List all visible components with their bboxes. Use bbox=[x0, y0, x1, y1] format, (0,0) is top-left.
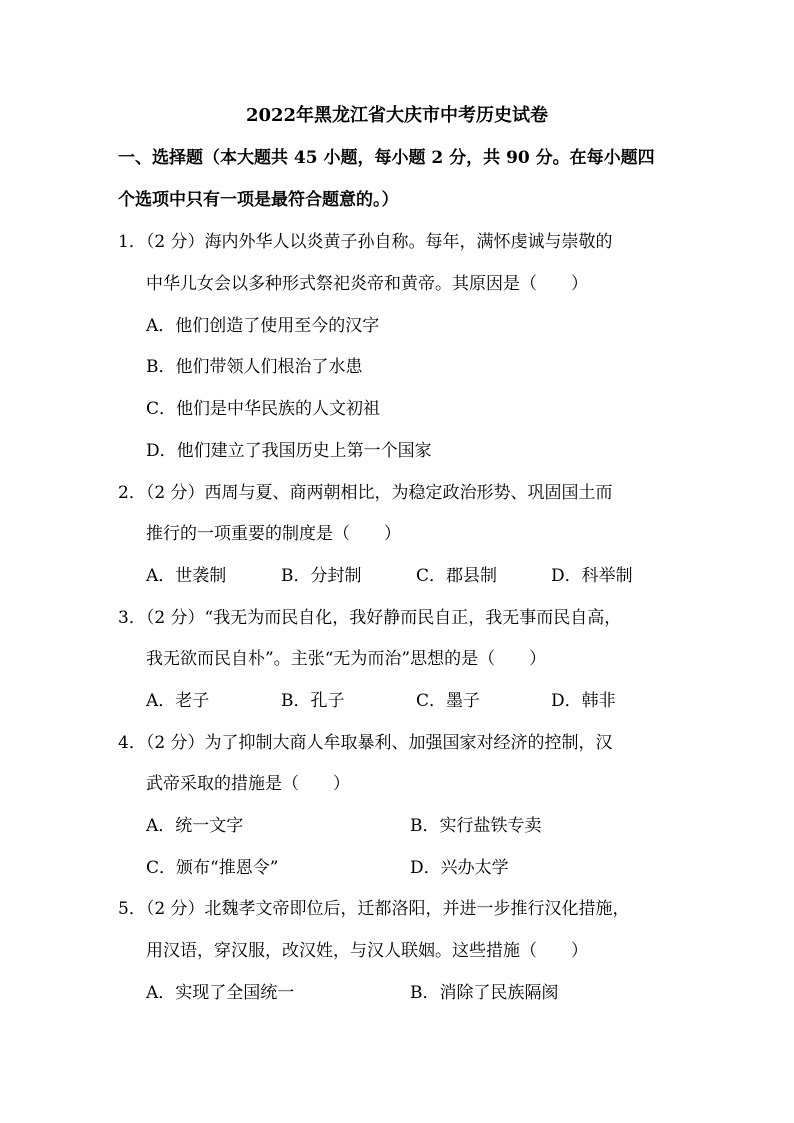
question-1-stem-line-2: 中华儿女会以多种形式祭祀炎帝和黄帝。其原因是（ ） bbox=[146, 274, 588, 294]
question-2-options bbox=[146, 565, 686, 587]
question-3-option-b: B．孔子 bbox=[281, 691, 345, 711]
question-3-stem-line-2: 我无欲而民自朴”。主张“无为而治”思想的是（ ） bbox=[146, 649, 547, 669]
page-title: 2022年黑龙江省大庆市中考历史试卷 bbox=[245, 105, 549, 126]
question-4-option-d: D．兴办太学 bbox=[410, 858, 509, 878]
question-3-stem-line-1: 3．（2 分）“我无为而民自化，我好静而民自正，我无事而民自高， bbox=[118, 608, 622, 628]
question-5-option-a: A．实现了全国统一 bbox=[146, 983, 295, 1003]
question-4-option-c: C．颁布“推恩令” bbox=[146, 858, 279, 878]
question-2-option-c: C．郡县制 bbox=[416, 566, 498, 586]
question-4-stem-line-2: 武帝采取的措施是（ ） bbox=[146, 774, 350, 794]
question-2-stem-line-1: 2．（2 分）西周与夏、商两朝相比，为稳定政治形势、巩固国土而 bbox=[118, 483, 613, 503]
question-1-option-d: D．他们建立了我国历史上第一个国家 bbox=[146, 441, 432, 461]
question-3-options bbox=[146, 690, 686, 712]
question-4-option-a: A．统一文字 bbox=[146, 816, 244, 836]
question-1-option-c: C．他们是中华民族的人文初祖 bbox=[146, 399, 381, 419]
question-5-option-b: B．消除了民族隔阂 bbox=[410, 983, 559, 1003]
question-2-option-b: B．分封制 bbox=[281, 566, 362, 586]
question-2-option-d: D．科举制 bbox=[551, 566, 633, 586]
question-3-option-d: D．韩非 bbox=[551, 691, 616, 711]
section-header-line-2: 个选项中只有一项是最符合题意的。） bbox=[118, 190, 399, 210]
question-4-option-b: B．实行盐铁专卖 bbox=[410, 816, 542, 836]
question-2-option-a: A．世袭制 bbox=[146, 566, 227, 586]
question-1-option-b: B．他们带领人们根治了水患 bbox=[146, 357, 363, 377]
question-5-stem-line-2: 用汉语，穿汉服，改汉姓，与汉人联姻。这些措施（ ） bbox=[146, 941, 588, 961]
question-4-options-row-2 bbox=[146, 857, 674, 879]
question-3-option-a: A．老子 bbox=[146, 691, 210, 711]
question-5-options-row-1 bbox=[146, 982, 674, 1004]
question-4-options-row-1 bbox=[146, 815, 674, 837]
question-2-stem-line-2: 推行的一项重要的制度是（ ） bbox=[146, 524, 401, 544]
question-5-stem-line-1: 5．（2 分）北魏孝文帝即位后，迁都洛阳，并进一步推行汉化措施， bbox=[118, 899, 630, 919]
question-1-stem-line-1: 1．（2 分）海内外华人以炎黄子孙自称。每年，满怀虔诚与崇敬的 bbox=[118, 232, 613, 252]
question-1-option-a: A．他们创造了使用至今的汉字 bbox=[146, 316, 380, 336]
question-4-stem-line-1: 4．（2 分）为了抑制大商人牟取暴利、加强国家对经济的控制，汉 bbox=[118, 733, 613, 753]
question-3-option-c: C．墨子 bbox=[416, 691, 481, 711]
section-header-line-1: 一、选择题（本大题共 45 小题，每小题 2 分，共 90 分。在每小题四 bbox=[118, 148, 655, 168]
